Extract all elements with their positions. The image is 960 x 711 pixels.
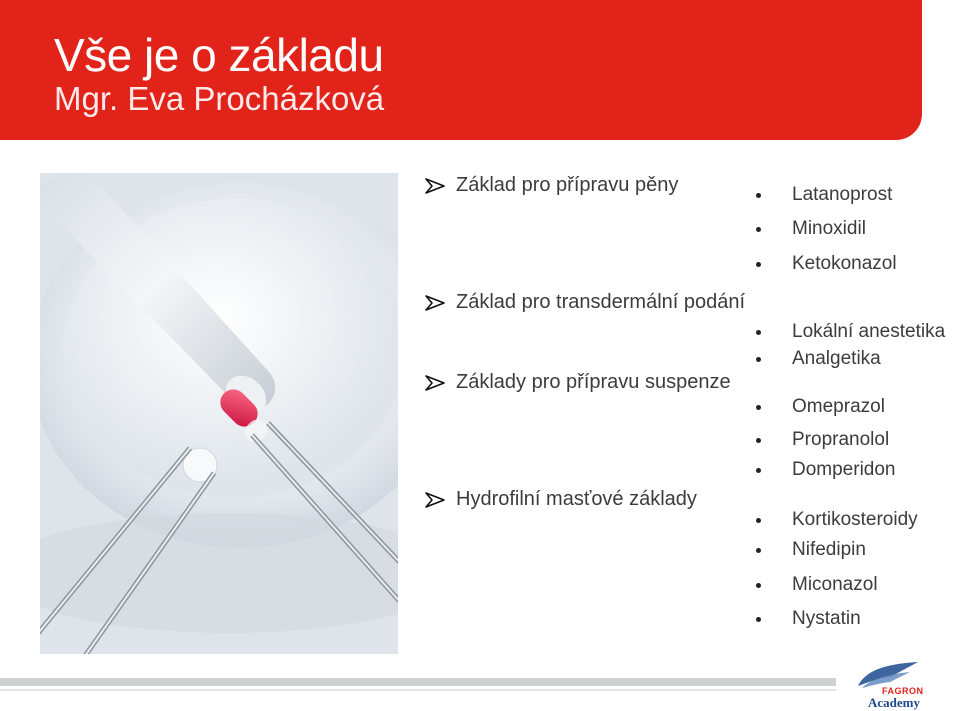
list-item-label: Omeprazol — [792, 396, 885, 417]
list-item — [756, 396, 885, 418]
bullet-dot-icon — [756, 583, 761, 588]
list-item — [756, 253, 897, 275]
bullet-dot-icon — [756, 405, 761, 410]
bullet-dot-icon — [756, 330, 761, 335]
list-item-label: Lokální anestetika — [792, 321, 946, 342]
list-item — [756, 509, 918, 531]
list-item — [756, 321, 945, 343]
list-item-label: Nifedipin — [792, 539, 866, 560]
list-item — [756, 539, 866, 561]
arrowhead-icon — [424, 490, 448, 510]
list-item — [756, 184, 892, 206]
category-label: Základy pro přípravu suspenze — [456, 371, 731, 393]
slide-title: Vše je o základu — [54, 29, 384, 81]
bullet-dot-icon — [756, 617, 761, 622]
category-transdermal-base — [424, 291, 745, 314]
list-item — [756, 459, 896, 481]
category-label: Základ pro transdermální podání — [456, 291, 746, 313]
bullet-dot-icon — [756, 193, 761, 198]
list-item-label: Kortikosteroidy — [792, 509, 918, 530]
header-band — [0, 0, 922, 140]
category-suspension-base — [424, 371, 731, 394]
list-item-label: Domperidon — [792, 459, 896, 480]
category-label: Hydrofilní masťové základy — [456, 488, 697, 510]
list-item — [756, 348, 881, 370]
list-item-label: Miconazol — [792, 574, 878, 595]
list-item-label: Latanoprost — [792, 184, 893, 205]
list-item — [756, 574, 878, 596]
list-item — [756, 429, 889, 451]
list-item-label: Analgetika — [792, 348, 881, 369]
category-foam-base — [424, 174, 678, 197]
fagron-academy-logo — [848, 660, 928, 710]
bullet-dot-icon — [756, 548, 761, 553]
list-item-label: Nystatin — [792, 608, 861, 629]
arrowhead-icon — [424, 373, 448, 393]
category-label: Základ pro přípravu pěny — [456, 174, 679, 196]
arrowhead-icon — [424, 293, 448, 313]
logo-name: Academy — [868, 695, 920, 710]
bullet-dot-icon — [756, 262, 761, 267]
mortar-pestle-photo — [40, 173, 398, 654]
footer-divider — [0, 689, 836, 691]
bullet-dot-icon — [756, 357, 761, 362]
bullet-dot-icon — [756, 468, 761, 473]
bullet-dot-icon — [756, 227, 761, 232]
arrowhead-icon — [424, 176, 448, 196]
list-item-label: Propranolol — [792, 429, 890, 450]
category-hydrophilic-ointment — [424, 488, 697, 511]
list-item — [756, 218, 866, 240]
list-item — [756, 608, 861, 630]
bullet-dot-icon — [756, 518, 761, 523]
footer-bar — [0, 678, 836, 686]
logo-brand: FAGRON — [882, 686, 924, 696]
list-item-label: Ketokonazol — [792, 253, 897, 274]
slide-subtitle: Mgr. Eva Procházková — [54, 80, 385, 117]
list-item-label: Minoxidil — [792, 218, 866, 239]
bullet-dot-icon — [756, 438, 761, 443]
